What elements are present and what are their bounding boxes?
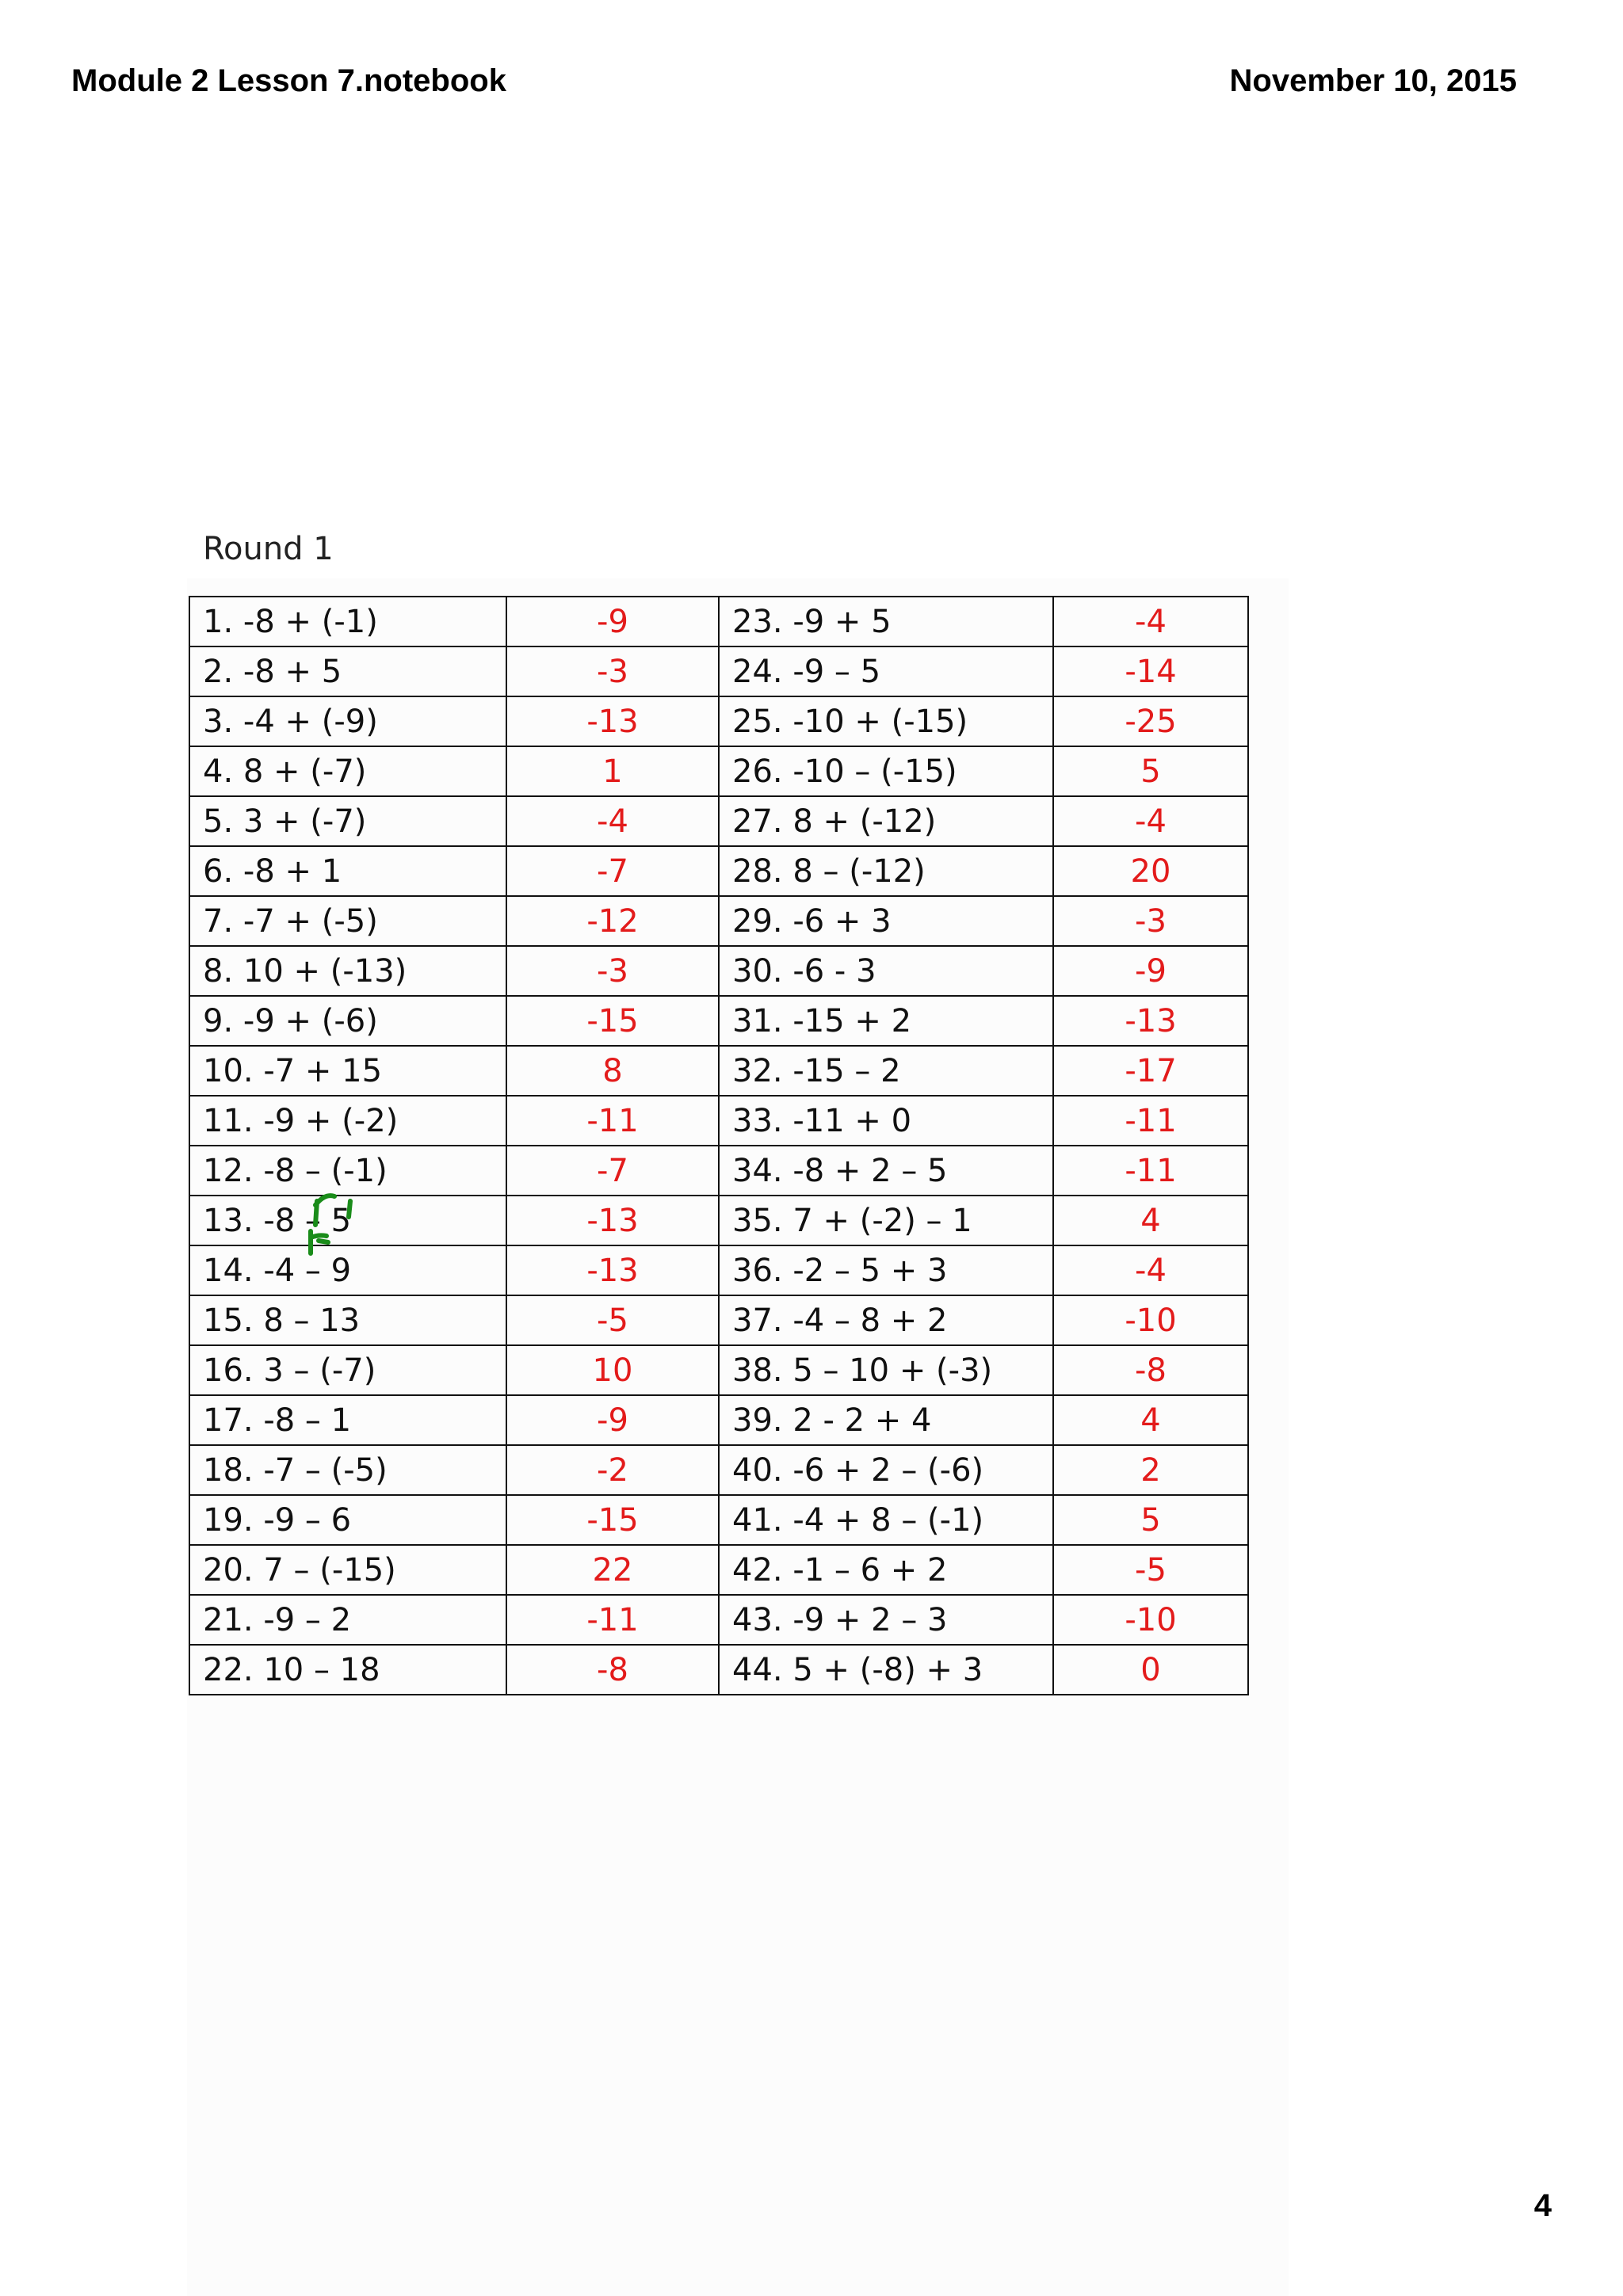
problem-cell: 25. -10 + (-15) xyxy=(719,696,1053,746)
answer-cell: -13 xyxy=(506,696,719,746)
problem-cell: 18. -7 – (-5) xyxy=(189,1445,506,1495)
problem-cell: 16. 3 – (-7) xyxy=(189,1345,506,1395)
table-row xyxy=(189,896,1248,946)
problem-cell: 36. -2 – 5 + 3 xyxy=(719,1245,1053,1295)
table-row xyxy=(189,1495,1248,1545)
page-header-title: Module 2 Lesson 7.notebook xyxy=(71,63,506,98)
problem-cell: 41. -4 + 8 – (-1) xyxy=(719,1495,1053,1545)
table-row xyxy=(189,1445,1248,1495)
answer-cell: -15 xyxy=(506,996,719,1046)
page-number: 4 xyxy=(1533,2188,1552,2223)
problem-cell: 23. -9 + 5 xyxy=(719,597,1053,646)
answer-cell: -8 xyxy=(506,1645,719,1695)
problem-cell: 22. 10 – 18 xyxy=(189,1645,506,1695)
answer-cell: -12 xyxy=(506,896,719,946)
answer-cell: 10 xyxy=(506,1345,719,1395)
answer-cell: 4 xyxy=(1053,1395,1248,1445)
table-row xyxy=(189,597,1248,646)
table-row xyxy=(189,1345,1248,1395)
answer-cell: -3 xyxy=(506,946,719,996)
answer-cell: -4 xyxy=(506,796,719,846)
problem-cell: 1. -8 + (-1) xyxy=(189,597,506,646)
answer-cell: 2 xyxy=(1053,1445,1248,1495)
problem-cell: 11. -9 + (-2) xyxy=(189,1096,506,1146)
answer-cell: -17 xyxy=(1053,1046,1248,1096)
answer-cell: -5 xyxy=(1053,1545,1248,1595)
answer-cell: -25 xyxy=(1053,696,1248,746)
page-header-date: November 10, 2015 xyxy=(1229,63,1517,98)
problem-cell: 38. 5 – 10 + (-3) xyxy=(719,1345,1053,1395)
problem-cell: 39. 2 - 2 + 4 xyxy=(719,1395,1053,1445)
table-row xyxy=(189,996,1248,1046)
problem-cell: 43. -9 + 2 – 3 xyxy=(719,1595,1053,1645)
table-row xyxy=(189,746,1248,796)
answer-cell: -9 xyxy=(506,1395,719,1445)
answer-cell: -14 xyxy=(1053,646,1248,696)
problem-cell: 30. -6 - 3 xyxy=(719,946,1053,996)
table-row xyxy=(189,796,1248,846)
problem-cell: 3. -4 + (-9) xyxy=(189,696,506,746)
problem-cell: 4. 8 + (-7) xyxy=(189,746,506,796)
problem-cell: 44. 5 + (-8) + 3 xyxy=(719,1645,1053,1695)
table-row xyxy=(189,946,1248,996)
table-row xyxy=(189,1595,1248,1645)
problem-cell: 28. 8 – (-12) xyxy=(719,846,1053,896)
table-row xyxy=(189,646,1248,696)
problem-cell: 21. -9 – 2 xyxy=(189,1595,506,1645)
problem-cell: 37. -4 – 8 + 2 xyxy=(719,1295,1053,1345)
problem-cell: 7. -7 + (-5) xyxy=(189,896,506,946)
problem-cell: 8. 10 + (-13) xyxy=(189,946,506,996)
problem-cell: 31. -15 + 2 xyxy=(719,996,1053,1046)
problem-cell: 26. -10 – (-15) xyxy=(719,746,1053,796)
answer-cell: -5 xyxy=(506,1295,719,1345)
answer-cell: -13 xyxy=(506,1196,719,1245)
answer-cell: -9 xyxy=(506,597,719,646)
table-row xyxy=(189,1395,1248,1445)
table-row xyxy=(189,1545,1248,1595)
answer-cell: -10 xyxy=(1053,1595,1248,1645)
answer-cell: -11 xyxy=(1053,1146,1248,1196)
problem-cell: 14. -4 – 9 xyxy=(189,1245,506,1295)
answer-cell: 8 xyxy=(506,1046,719,1096)
answer-cell: -11 xyxy=(506,1595,719,1645)
table-row xyxy=(189,1295,1248,1345)
problem-cell: 17. -8 – 1 xyxy=(189,1395,506,1445)
answer-cell: -9 xyxy=(1053,946,1248,996)
problem-cell: 5. 3 + (-7) xyxy=(189,796,506,846)
problem-cell: 27. 8 + (-12) xyxy=(719,796,1053,846)
table-row xyxy=(189,1046,1248,1096)
answer-cell: -7 xyxy=(506,846,719,896)
problem-cell: 12. -8 – (-1) xyxy=(189,1146,506,1196)
answer-cell: -4 xyxy=(1053,1245,1248,1295)
problems-table xyxy=(189,596,1249,1695)
problem-cell: 15. 8 – 13 xyxy=(189,1295,506,1345)
answer-cell: -7 xyxy=(506,1146,719,1196)
answer-cell: -3 xyxy=(506,646,719,696)
answer-cell: 0 xyxy=(1053,1645,1248,1695)
answer-cell: -4 xyxy=(1053,796,1248,846)
answer-cell: -4 xyxy=(1053,597,1248,646)
problem-cell: 40. -6 + 2 – (-6) xyxy=(719,1445,1053,1495)
answer-cell: -3 xyxy=(1053,896,1248,946)
answer-cell: 22 xyxy=(506,1545,719,1595)
problem-cell: 6. -8 + 1 xyxy=(189,846,506,896)
table-row xyxy=(189,1096,1248,1146)
answer-cell: -11 xyxy=(1053,1096,1248,1146)
answer-cell: -15 xyxy=(506,1495,719,1545)
problem-cell: 9. -9 + (-6) xyxy=(189,996,506,1046)
problem-cell: 20. 7 – (-15) xyxy=(189,1545,506,1595)
problem-cell: 35. 7 + (-2) – 1 xyxy=(719,1196,1053,1245)
answer-cell: 4 xyxy=(1053,1196,1248,1245)
problem-cell: 10. -7 + 15 xyxy=(189,1046,506,1096)
problem-cell: 24. -9 – 5 xyxy=(719,646,1053,696)
problem-cell: 13. -8 – 5 xyxy=(189,1196,506,1245)
table-row xyxy=(189,1645,1248,1695)
problem-cell: 29. -6 + 3 xyxy=(719,896,1053,946)
answer-cell: -13 xyxy=(1053,996,1248,1046)
problem-cell: 42. -1 – 6 + 2 xyxy=(719,1545,1053,1595)
table-row xyxy=(189,696,1248,746)
answer-cell: 20 xyxy=(1053,846,1248,896)
problem-cell: 33. -11 + 0 xyxy=(719,1096,1053,1146)
answer-cell: 1 xyxy=(506,746,719,796)
round-title: Round 1 xyxy=(203,531,334,567)
handwritten-annotation xyxy=(301,1161,365,1257)
problem-cell: 34. -8 + 2 – 5 xyxy=(719,1146,1053,1196)
problem-cell: 32. -15 – 2 xyxy=(719,1046,1053,1096)
answer-cell: 5 xyxy=(1053,1495,1248,1545)
table-row xyxy=(189,846,1248,896)
problem-cell: 2. -8 + 5 xyxy=(189,646,506,696)
answer-cell: -8 xyxy=(1053,1345,1248,1395)
answer-cell: 5 xyxy=(1053,746,1248,796)
answer-cell: -2 xyxy=(506,1445,719,1495)
problem-cell: 19. -9 – 6 xyxy=(189,1495,506,1545)
answer-cell: -10 xyxy=(1053,1295,1248,1345)
answer-cell: -13 xyxy=(506,1245,719,1295)
answer-cell: -11 xyxy=(506,1096,719,1146)
